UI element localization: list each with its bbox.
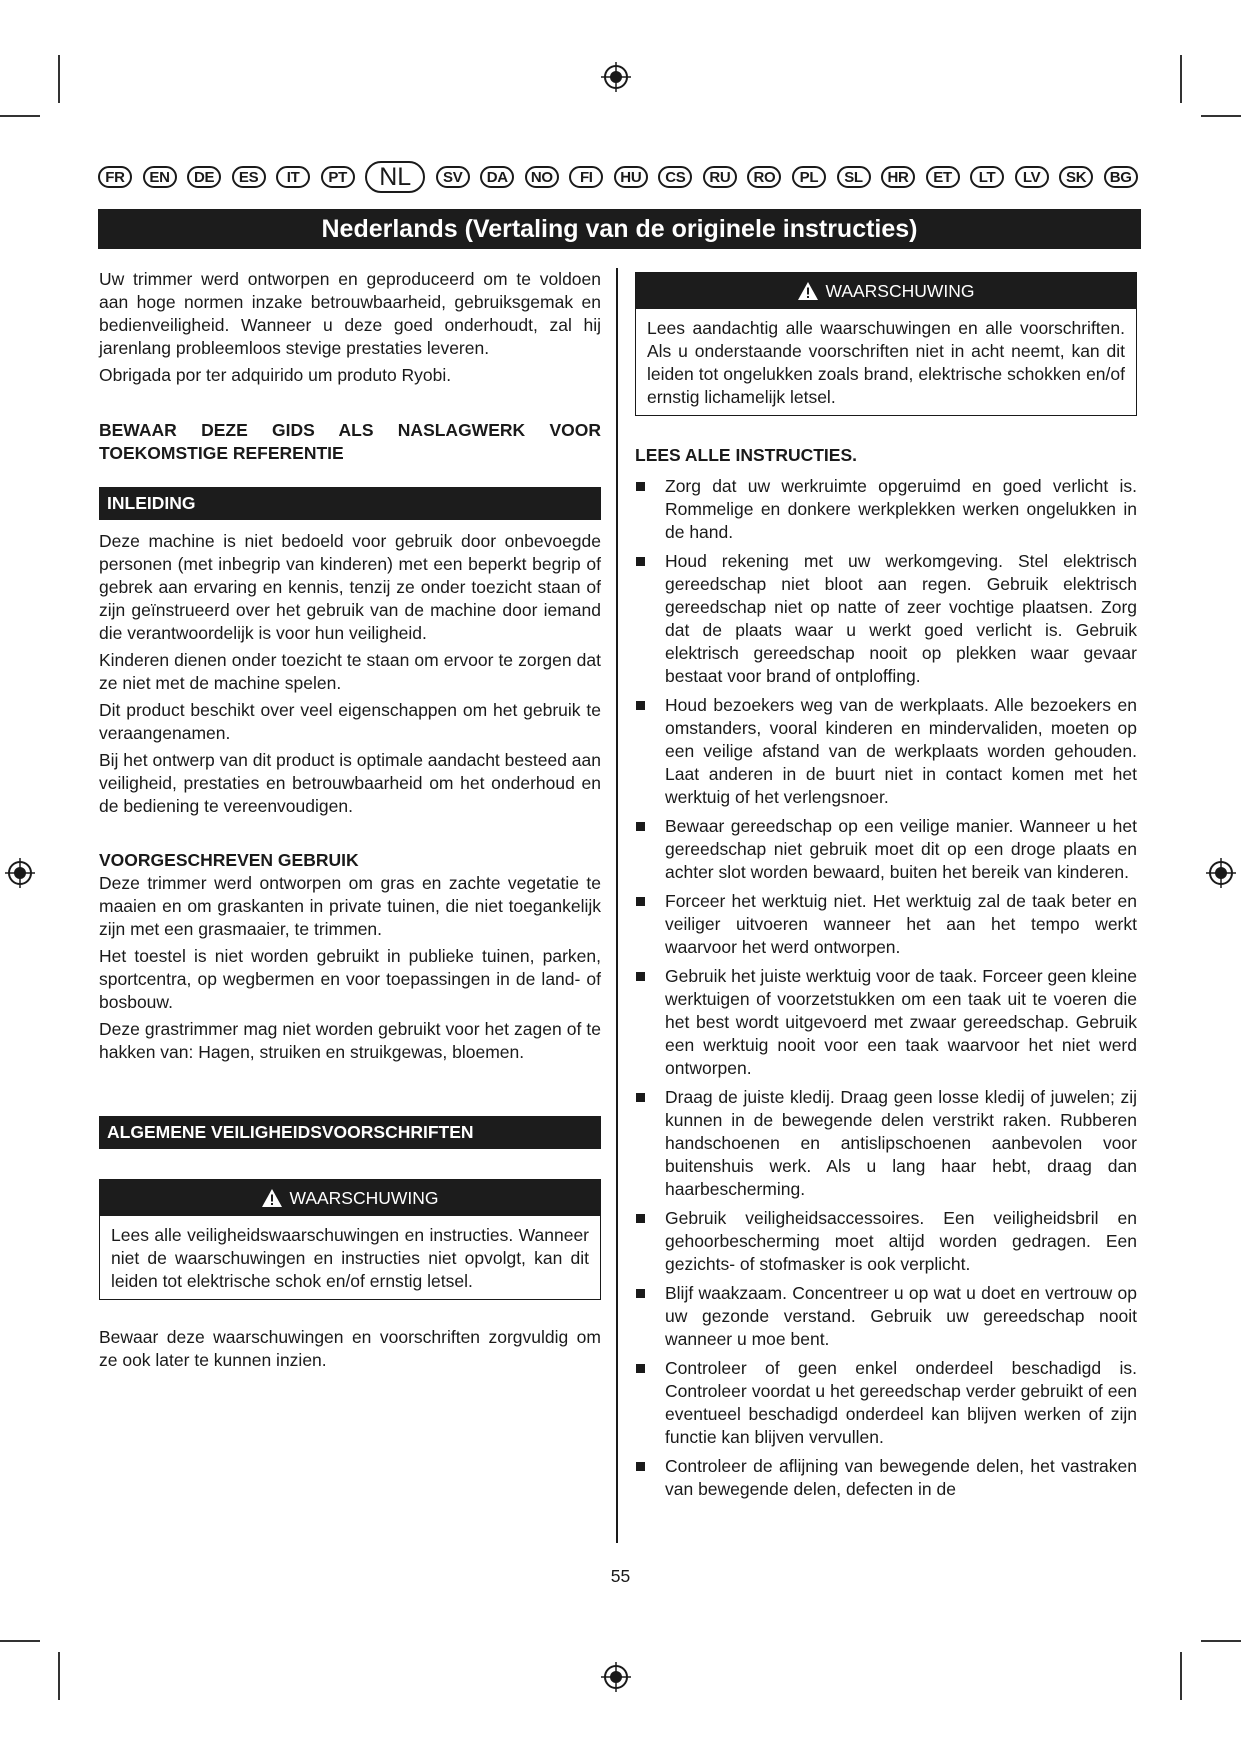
registration-mark-icon: [601, 1662, 631, 1692]
language-tab-nl: NL: [365, 161, 425, 193]
bullet-square-icon: [636, 482, 645, 491]
list-item-text: Bewaar gereedschap op een veilige manier. Wanneer u het gereedschap niet gebruik moet dit op een droge plaats en achter slot worden bewaard, buiten het bereik van kinderen.: [665, 816, 1137, 882]
language-tab-lt: LT: [970, 166, 1004, 188]
list-item-text: Controleer de aflijning van bewegende delen, het vastraken van bewegende delen, defecten in de: [665, 1456, 1137, 1499]
warning-triangle-icon: [797, 281, 819, 301]
list-item-text: Houd rekening met uw werkomgeving. Stel elektrisch gereedschap niet bloot aan regen. Gebruik elektrisch gereedschap niet op natte of zeer vochtige plaatsen. Zorg dat de plaats waar u werkt goed verlicht is. Gebruik elektrisch gereedschap nooit op plekken waar gevaar bestaat voor brand of ontploffing.: [665, 551, 1137, 686]
language-tab-lv: LV: [1015, 166, 1049, 188]
language-tab-hu: HU: [614, 166, 648, 188]
language-tab-es: ES: [232, 166, 266, 188]
language-selector: [98, 161, 1138, 193]
list-item-text: Controleer of geen enkel onderdeel beschadigd is. Controleer voordat u het gereedschap verder gebruikt of een eventueel beschadigd onderdeel kan blijven werken of zijn functie kan blijven vervullen.: [665, 1358, 1137, 1447]
voorgeschreven-gebruik-heading: VOORGESCHREVEN GEBRUIK: [99, 850, 359, 870]
language-tab-hr: HR: [881, 166, 915, 188]
list-item: [635, 1282, 1137, 1351]
inleiding-paragraph: Dit product beschikt over veel eigenschappen om het gebruik te veraangenamen.: [99, 700, 601, 743]
gebruik-paragraph: Deze grastrimmer mag niet worden gebruikt voor het zagen of te hakken van: Hagen, struiken en struikgewas, bloemen.: [99, 1019, 601, 1062]
intro-paragraph: Uw trimmer werd ontworpen en geproduceerd om te voldoen aan hoge normen inzake betrouwbaarheid, gebruiksgemak en bedienveiligheid. Wanneer u deze goed onderhoudt, zal hij jarenlang probleemloos stevige prestaties leveren.: [99, 269, 601, 358]
list-item-text: Gebruik veiligheidsaccessoires. Een veiligheidsbril en gehoorbescherming moet altijd worden gedragen. Een gezichts- of stofmasker is ook verplicht.: [665, 1208, 1137, 1274]
warning-text: Lees alle veiligheidswaarschuwingen en instructies. Wanneer niet de waarschuwingen en instructies niet opvolgt, kan dit leiden tot elektrische schok en/of ernstig letsel.: [111, 1225, 589, 1291]
crop-mark: [1201, 115, 1241, 117]
right-column: [635, 268, 1137, 1507]
language-tab-it: IT: [276, 166, 310, 188]
crop-mark: [0, 115, 40, 117]
language-tab-de: DE: [187, 166, 221, 188]
warning-box: [99, 1179, 601, 1300]
left-column: [99, 268, 601, 1372]
language-tab-sl: SL: [837, 166, 871, 188]
safety-instructions-list: [635, 475, 1137, 1501]
page-number: 55: [610, 1566, 631, 1586]
registration-mark-icon: [601, 62, 631, 92]
language-tab-cs: CS: [658, 166, 692, 188]
warning-label: WAARSCHUWING: [825, 280, 975, 301]
list-item: [635, 1207, 1137, 1276]
warning-header: [636, 273, 1136, 309]
language-tab-ro: RO: [747, 166, 781, 188]
inleiding-paragraph: Bij het ontwerp van dit product is optimale aandacht besteed aan veiligheid, prestaties en betrouwbaarheid om het onderhoud en de bediening te vereenvoudigen.: [99, 750, 601, 816]
language-tab-ru: RU: [703, 166, 737, 188]
bullet-square-icon: [636, 701, 645, 710]
list-item: [635, 475, 1137, 544]
list-item-text: Blijf waakzaam. Concentreer u op wat u doet en vertrouw op uw gezonde verstand. Gebruik uw gereedschap nooit wanneer u moe bent.: [665, 1283, 1137, 1349]
language-tab-pl: PL: [792, 166, 826, 188]
section-heading-inleiding: INLEIDING: [99, 487, 601, 520]
inleiding-paragraph: Kinderen dienen onder toezicht te staan om ervoor te zorgen dat ze niet met de machine spelen.: [99, 650, 601, 693]
keep-guide-heading: BEWAAR DEZE GIDS ALS NASLAGWERK VOOR TOEKOMSTIGE REFERENTIE: [99, 420, 601, 463]
list-item: [635, 1357, 1137, 1449]
crop-mark: [58, 55, 60, 103]
registration-mark-icon: [1206, 858, 1236, 888]
bullet-square-icon: [636, 1289, 645, 1298]
keep-warnings-paragraph: Bewaar deze waarschuwingen en voorschriften zorgvuldig om ze ook later te kunnen inzien.: [99, 1327, 601, 1370]
gebruik-paragraph: Het toestel is niet worden gebruikt in publieke tuinen, parken, sportcentra, op wegbermen en voor toepassingen in de land- of bosbouw.: [99, 946, 601, 1012]
page-title: Nederlands (Vertaling van de originele instructies): [98, 209, 1141, 249]
bullet-square-icon: [636, 822, 645, 831]
bullet-square-icon: [636, 897, 645, 906]
intro-paragraph: Obrigada por ter adquirido um produto Ryobi.: [99, 365, 452, 385]
crop-mark: [0, 1640, 40, 1642]
inleiding-paragraph: Deze machine is niet bedoeld voor gebruik door onbevoegde personen (met inbegrip van kinderen) met een beperkt begrip of gebrek aan ervaring en kennis, tenzij ze onder toezicht staan of zijn geïnstrueerd over het gebruik van de machine door iemand die verantwoordelijk is voor hun veiligheid.: [99, 531, 601, 643]
list-item-text: Draag de juiste kledij. Draag geen losse kledij of juwelen; zij kunnen in de bewegende delen verstrikt raken. Rubberen handschoenen en antislipschoenen aanbevolen voor buitenshuis werk. Als u lang haar hebt, draag dan haarbescherming.: [665, 1087, 1137, 1199]
list-item: [635, 815, 1137, 884]
column-divider: [616, 268, 618, 1543]
gebruik-paragraph: Deze trimmer werd ontworpen om gras en zachte vegetatie te maaien en om graskanten in private tuinen, die niet toegankelijk zijn met een grasmaaier, te trimmen.: [99, 873, 601, 939]
crop-mark: [1180, 55, 1182, 103]
list-item: [635, 890, 1137, 959]
bullet-square-icon: [636, 1214, 645, 1223]
language-tab-bg: BG: [1104, 166, 1138, 188]
warning-box: [635, 272, 1137, 416]
language-tab-no: NO: [525, 166, 559, 188]
warning-header: [100, 1180, 600, 1216]
bullet-square-icon: [636, 1462, 645, 1471]
language-tab-da: DA: [480, 166, 514, 188]
list-item-text: Forceer het werktuig niet. Het werktuig zal de taak beter en veiliger uitvoeren wanneer het aan het tempo werkt waarvoor het werd ontworpen.: [665, 891, 1137, 957]
section-heading-algemene: ALGEMENE VEILIGHEIDSVOORSCHRIFTEN: [99, 1116, 601, 1149]
bullet-square-icon: [636, 557, 645, 566]
list-item: [635, 1086, 1137, 1201]
warning-triangle-icon: [261, 1188, 283, 1208]
warning-label: WAARSCHUWING: [289, 1187, 439, 1208]
registration-mark-icon: [5, 858, 35, 888]
language-tab-pt: PT: [321, 166, 355, 188]
language-tab-et: ET: [926, 166, 960, 188]
language-tab-fi: FI: [569, 166, 603, 188]
language-tab-sv: SV: [436, 166, 470, 188]
list-item-text: Zorg dat uw werkruimte opgeruimd en goed verlicht is. Rommelige en donkere werkplekken werken ongelukken in de hand.: [665, 476, 1137, 542]
list-item: [635, 965, 1137, 1080]
list-item-text: Gebruik het juiste werktuig voor de taak. Forceer geen kleine werktuigen of voorzetstukken om een taak uit te voeren die het best wordt uitgevoerd met zwaar gereedschap. Gebruik een werktuig nooit voor een taak waarvoor het niet werd ontworpen.: [665, 966, 1137, 1078]
bullet-square-icon: [636, 1364, 645, 1373]
list-item: [635, 550, 1137, 688]
crop-mark: [58, 1652, 60, 1700]
warning-text: Lees aandachtig alle waarschuwingen en alle voorschriften. Als u onderstaande voorschriften niet in acht neemt, kan dit leiden tot ongelukken zoals brand, elektrische schokken en/of ernstig lichamelijk letsel.: [647, 318, 1125, 407]
list-item: [635, 1455, 1137, 1501]
list-item-text: Houd bezoekers weg van de werkplaats. Alle bezoekers en omstanders, vooral kinderen en mindervaliden, moeten op een veilige afstand van de werkplaats worden gehouden. Laat anderen in de buurt niet in contact komen met het werktuig of het verlengsnoer.: [665, 695, 1137, 807]
list-item: [635, 694, 1137, 809]
crop-mark: [1201, 1640, 1241, 1642]
language-tab-en: EN: [143, 166, 177, 188]
bullet-square-icon: [636, 1093, 645, 1102]
lees-alle-instructies-heading: LEES ALLE INSTRUCTIES.: [635, 445, 858, 465]
bullet-square-icon: [636, 972, 645, 981]
crop-mark: [1180, 1652, 1182, 1700]
language-tab-sk: SK: [1059, 166, 1093, 188]
language-tab-fr: FR: [98, 166, 132, 188]
